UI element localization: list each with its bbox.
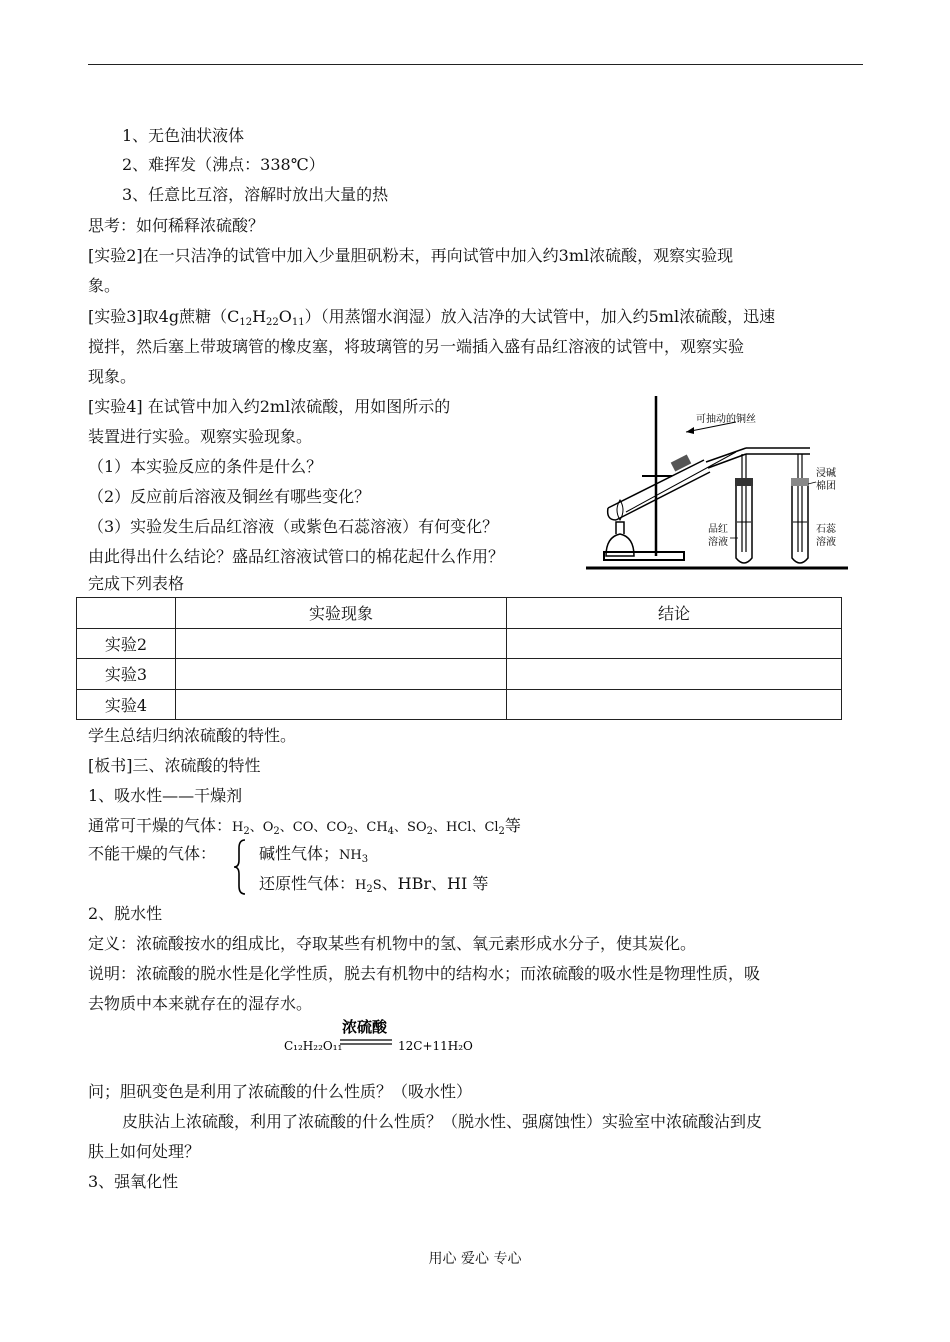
think-question: 思考：如何稀释浓硫酸？	[88, 216, 265, 235]
definition: 定义：浓硫酸按水的组成比，夺取某些有机物中的氢、氧元素形成水分子，使其炭化。	[88, 934, 697, 953]
label-cotton-1: 浸碱	[816, 468, 836, 479]
table-header	[77, 598, 176, 629]
experiment-2-line1: [实验2]在一只洁净的试管中加入少量胆矾粉末，再向试管中加入约3ml浓硫酸，观察实验现	[88, 246, 734, 265]
alkaline-gas: 碱性气体；$NH_3$	[259, 844, 369, 865]
property-oxidizing: 3、强氧化性	[88, 1172, 179, 1191]
table-cell: 实验4	[77, 689, 176, 720]
summary: 学生总结归纳浓硫酸的特性。	[88, 726, 297, 745]
label-litmus-2: 溶液	[816, 537, 836, 548]
property-absorb: 1、吸水性——干燥剂	[88, 786, 243, 805]
experiment-2-line2: 象。	[88, 276, 121, 295]
question-2: （2）反应前后溶液及铜丝有哪些变化？	[88, 487, 371, 506]
label-cotton-2: 棉团	[816, 481, 836, 492]
products: 12C+11H₂O	[398, 1039, 473, 1053]
label-pinhong-2: 溶液	[708, 537, 728, 548]
table-instruction: 完成下列表格	[88, 574, 185, 593]
experiment-3-line3: 现象。	[88, 367, 137, 386]
table-cell: 实验2	[77, 628, 176, 659]
question-skin-line2: 肤上如何处理？	[88, 1142, 201, 1161]
question-blue-vitriol: 问；胆矾变色是利用了浓硫酸的什么性质？（吸水性）	[88, 1082, 473, 1101]
property-dehydrate: 2、脱水性	[88, 904, 163, 923]
experiment-4-line1: [实验4] 在试管中加入约2ml浓硫酸，用如图所示的	[88, 397, 451, 416]
reaction-equation	[284, 1018, 484, 1064]
property-1: 1、无色油状液体	[122, 126, 245, 145]
explanation-line1: 说明：浓硫酸的脱水性是化学性质，脱去有机物中的结构水；而浓硫酸的吸水性是物理性质，吸	[88, 964, 761, 983]
question-skin-line1: 皮肤沾上浓硫酸，利用了浓硫酸的什么性质？（脱水性、强腐蚀性）实验室中浓硫酸沾到皮	[122, 1112, 763, 1131]
table-header: 实验现象	[176, 598, 507, 629]
experiment-4-line2: 装置进行实验。观察实验现象。	[88, 427, 313, 446]
results-table	[76, 597, 842, 720]
question-3: （3）实验发生后品红溶液（或紫色石蕊溶液）有何变化？	[88, 517, 499, 536]
experiment-3-line2: 搅拌，然后塞上带玻璃管的橡皮塞，将玻璃管的另一端插入盛有品红溶液的试管中，观察实验	[88, 337, 745, 356]
table-cell	[507, 689, 842, 720]
explanation-line2: 去物质中本来就存在的湿存水。	[88, 994, 313, 1013]
table-cell: 实验3	[77, 659, 176, 690]
reaction-condition: 浓硫酸	[342, 1018, 388, 1036]
label-litmus-1: 石蕊	[816, 524, 836, 535]
table-row	[77, 659, 842, 690]
non-dryable-label: 不能干燥的气体：	[88, 844, 217, 863]
table-cell	[176, 628, 507, 659]
apparatus-figure	[586, 392, 848, 570]
board-heading: [板书]三、浓硫酸的特性	[88, 756, 261, 775]
table-header-row	[77, 598, 842, 629]
experiment-3-line1: [实验3]取4g蔗糖$(C_{12}H_{22}O_{11})$（用蒸馏水润湿）放入洁净的大试管中，加入约5ml浓硫酸，迅速	[88, 307, 776, 328]
label-pinhong-1: 品红	[708, 524, 728, 535]
property-3: 3、任意比互溶，溶解时放出大量的热	[122, 185, 389, 204]
question-1: （1）本实验反应的条件是什么？	[88, 457, 323, 476]
label-copper-wire: 可抽动的铜丝	[696, 414, 756, 425]
property-2: 2、难挥发（沸点：338℃）	[122, 155, 325, 174]
reducing-gas: 还原性气体：$H_2S$、HBr、HI 等	[259, 874, 489, 895]
question-4: 由此得出什么结论？盛品红溶液试管口的棉花起什么作用？	[88, 547, 505, 566]
table-cell	[176, 659, 507, 690]
header-rule	[88, 64, 863, 65]
table-row	[77, 689, 842, 720]
page-footer: 用心 爱心 专心	[428, 1251, 522, 1267]
sucrose-formula: $C_{12}H_{22}O_{11}$	[227, 307, 305, 328]
table-row	[77, 628, 842, 659]
dryable-gases: 通常可干燥的气体：$H_2$、$O_2$、CO、$CO_2$、$CH_4$、$SO_2$、HCl、$Cl_2$等	[88, 816, 521, 837]
table-cell	[507, 628, 842, 659]
brace-icon	[231, 838, 251, 896]
table-header: 结论	[507, 598, 842, 629]
reactant: C₁₂H₂₂O₁₁	[284, 1039, 343, 1053]
table-cell	[507, 659, 842, 690]
table-cell	[176, 689, 507, 720]
